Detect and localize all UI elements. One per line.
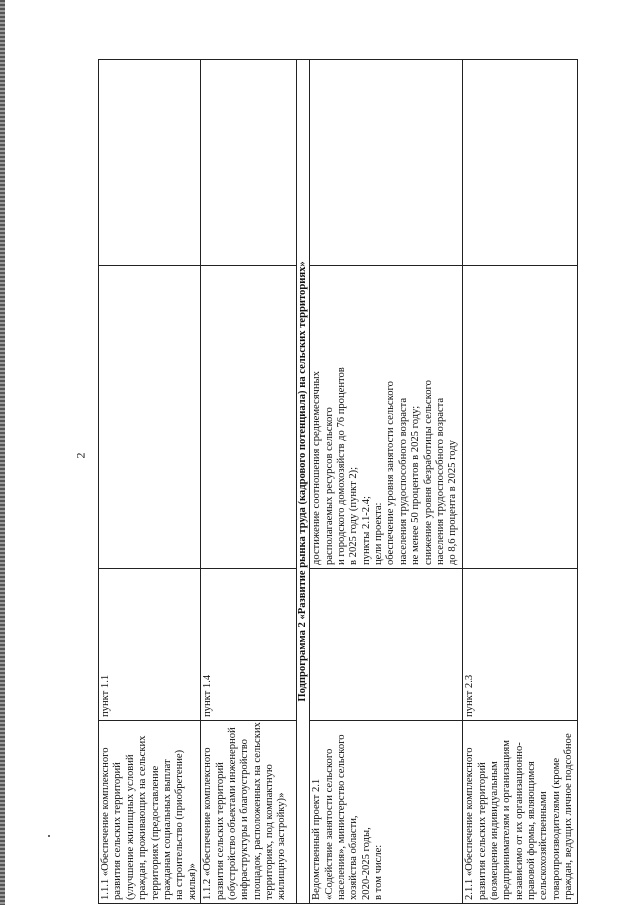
text-line: развития сельских территорий bbox=[112, 762, 124, 900]
text-line: (обустройство объектами инженерной bbox=[226, 727, 238, 900]
text-line: до 8,6 процента в 2025 году bbox=[447, 440, 459, 565]
text-line: развития сельских территорий bbox=[214, 762, 226, 900]
text-line: территориях (предоставление bbox=[149, 765, 161, 900]
measure-name-cell bbox=[463, 721, 578, 904]
text-line: жилищную застройку)» bbox=[276, 792, 288, 900]
text-line: цели проекта: bbox=[373, 502, 385, 565]
text-line: сельскохозяйственными bbox=[538, 791, 550, 900]
text-line: достижение соотношения среднемесячных bbox=[311, 371, 323, 565]
text-line: снижение уровня безработицы сельского bbox=[422, 380, 434, 565]
text-line: гражданам социальных выплат bbox=[161, 759, 173, 900]
reference-cell bbox=[310, 569, 463, 721]
reference-text: пункт 2.3 bbox=[464, 674, 476, 717]
text-line: населения трудоспособного возраста bbox=[397, 397, 409, 565]
extra-cell bbox=[99, 60, 201, 266]
text-line: 2020-2025 годы, bbox=[360, 827, 372, 900]
text-line: в 2025 году (пункт 2); bbox=[348, 466, 360, 565]
goals-cell bbox=[310, 266, 463, 569]
goals-cell bbox=[463, 266, 578, 569]
text-line: предпринимателям и организациям bbox=[501, 740, 513, 900]
extra-cell bbox=[463, 60, 578, 266]
extra-cell bbox=[201, 60, 297, 266]
text-line: 1.1.2 «Обеспечение комплексного bbox=[202, 747, 214, 900]
text-line: «Содействие занятости сельского bbox=[323, 748, 335, 900]
text-line: территориях, под компактную bbox=[264, 764, 276, 900]
reference-cell bbox=[463, 569, 578, 721]
goals-cell bbox=[201, 266, 297, 569]
text-line: населения», министерство сельского bbox=[335, 734, 347, 900]
subprogram-heading: Подпрограмма 2 «Развитие рынка труда (кадрового потенциала) на сельских территориях» bbox=[297, 60, 310, 904]
text-line: не менее 50 процентов в 2025 году; bbox=[410, 405, 422, 565]
text-line: правовой формы, являющимся bbox=[526, 761, 538, 900]
measure-name-cell bbox=[99, 721, 201, 904]
project-name-cell bbox=[310, 721, 463, 904]
reference-text: пункт 1.1 bbox=[100, 674, 111, 717]
text-line: независимо от их организационно- bbox=[513, 742, 525, 900]
scan-edge bbox=[0, 0, 5, 905]
text-line: и городского домохозяйств до 76 процентов bbox=[335, 367, 347, 565]
text-line: 2.1.1 «Обеспечение комплексного bbox=[464, 747, 476, 900]
table-row bbox=[99, 60, 201, 904]
program-table bbox=[98, 59, 578, 904]
table-row bbox=[310, 60, 463, 904]
text-line: развития сельских территорий bbox=[476, 762, 488, 900]
reference-cell bbox=[201, 569, 297, 721]
extra-cell bbox=[310, 60, 463, 266]
text-line: инфраструктуры и благоустройство bbox=[239, 739, 251, 900]
reference-text: пункт 1.4 bbox=[202, 674, 214, 717]
text-line: площадок, расположенных на сельских bbox=[251, 722, 263, 900]
reference-cell bbox=[99, 569, 201, 721]
text-line: жилья)» bbox=[186, 863, 198, 900]
text-line: в том числе: bbox=[373, 844, 385, 900]
table-row bbox=[463, 60, 578, 904]
text-line: населения трудоспособного возраста bbox=[435, 397, 447, 565]
text-line: хозяйства области, bbox=[348, 815, 360, 900]
text-line: товаропроизводителями (кроме bbox=[550, 757, 562, 900]
text-line: граждан, проживающих на сельских bbox=[137, 735, 149, 900]
text-line: располагаемых ресурсов сельского bbox=[323, 407, 335, 565]
measure-name-cell bbox=[201, 721, 297, 904]
rotated-table-container bbox=[98, 60, 575, 904]
table-row bbox=[201, 60, 297, 904]
page-number: 2 bbox=[73, 452, 88, 459]
text-line: 1.1.1 «Обеспечение комплексного bbox=[100, 747, 111, 900]
text-line: на строительство (приобретение) bbox=[174, 749, 186, 900]
text-line: (улучшение жилищных условий bbox=[124, 754, 136, 900]
text-line: пункты 2.1-2.4; bbox=[360, 496, 372, 565]
goals-cell bbox=[99, 266, 201, 569]
text-line: обеспечение уровня занятости сельского bbox=[385, 381, 397, 565]
subprogram-row bbox=[297, 60, 310, 904]
scan-artifact-dot bbox=[48, 835, 50, 837]
text-line: Ведомственный проект 2.1 bbox=[311, 778, 323, 900]
text-line: (возмещение индивидуальным bbox=[488, 761, 500, 900]
text-line: граждан, ведущих личное подсобное bbox=[563, 733, 575, 900]
